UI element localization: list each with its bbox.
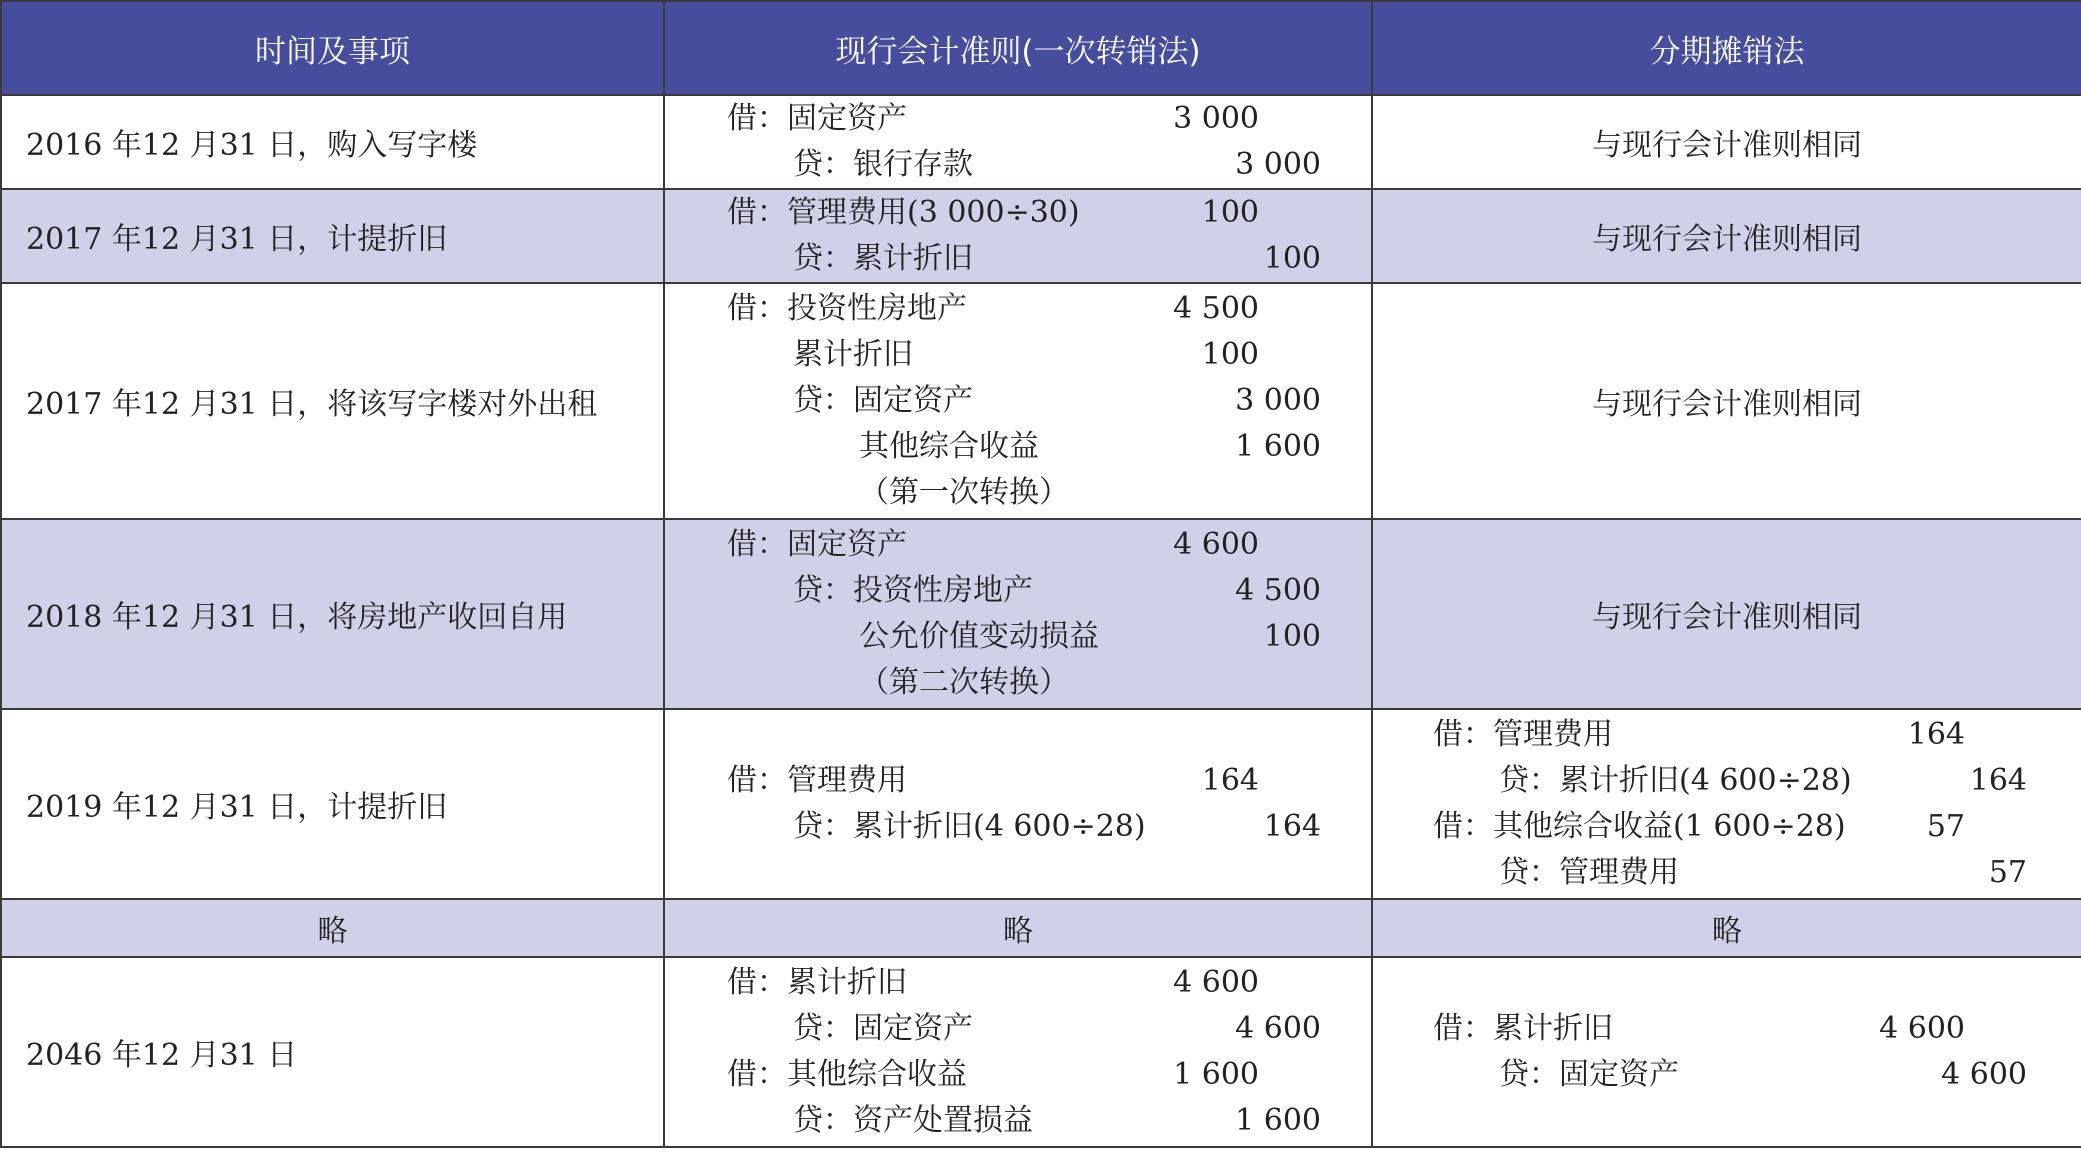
journal-line [1373,758,2081,804]
account-label: 贷：累计折旧(4 600÷28) [793,809,1146,844]
table-row [1,899,2081,957]
account-label: 借：累计折旧 [727,965,907,1000]
journal-line [1373,1052,2081,1098]
journal-line [665,614,1371,660]
amount: 164 [1263,809,1321,844]
account-label: 其他综合收益 [859,429,1039,464]
amount: 3 000 [1173,101,1259,136]
amount: 57 [1988,855,2027,890]
journal-entries [665,190,1371,282]
amount: 164 [1969,763,2027,798]
account-label: 借：管理费用(3 000÷30) [727,195,1080,230]
conversion-note: （第一次转换） [859,475,1069,510]
account-label: 借：固定资产 [727,527,907,562]
journal-line [665,568,1371,614]
header-time-events: 时间及事项 [1,1,664,95]
account-label: 贷：累计折旧(4 600÷28) [1499,763,1852,798]
entries-cell-current [664,95,1372,189]
account-label: 贷：管理费用 [1499,855,1679,890]
journal-line [1373,1006,2081,1052]
amount: 4 600 [1879,1011,1965,1046]
journal-line [665,378,1371,424]
account-label: 借：投资性房地产 [727,291,967,326]
table-row [1,709,2081,899]
journal-line [1373,804,2081,850]
journal-entries [665,522,1371,706]
account-label: 贷：累计折旧 [793,241,973,276]
event-cell: 2046 年12 月31 日 [1,957,664,1147]
journal-line [665,236,1371,282]
entries-cell-amortization [1372,709,2081,899]
journal-line [665,1052,1371,1098]
amount: 164 [1907,717,1965,752]
amount: 4 600 [1941,1057,2027,1092]
account-label: 借：其他综合收益 [727,1057,967,1092]
journal-line [665,758,1371,804]
entries-cell-current [664,709,1372,899]
journal-entries [1373,712,2081,896]
journal-line [665,804,1371,850]
amount: 1 600 [1235,1103,1321,1138]
account-label: 贷：投资性房地产 [793,573,1033,608]
amount: 1 600 [1173,1057,1259,1092]
amount: 100 [1201,195,1259,230]
amount: 100 [1263,619,1321,654]
journal-line [1373,712,2081,758]
event-cell: 2016 年12 月31 日，购入写字楼 [1,95,664,189]
amount: 57 [1926,809,1965,844]
journal-entries [665,758,1371,850]
amount: 1 600 [1235,429,1321,464]
journal-entries [1373,1006,2081,1098]
table-row [1,957,2081,1147]
account-label: 借：其他综合收益(1 600÷28) [1433,809,1846,844]
account-label: 借：累计折旧 [1433,1011,1613,1046]
amount: 100 [1201,337,1259,372]
amount: 4 600 [1173,965,1259,1000]
journal-line [665,1006,1371,1052]
journal-line [665,286,1371,332]
header-amortization-method: 分期摊销法 [1372,1,2081,95]
table-row [1,189,2081,283]
account-label: 公允价值变动损益 [859,619,1099,654]
journal-line [665,960,1371,1006]
amount: 4 600 [1173,527,1259,562]
table-row [1,283,2081,519]
same-as-current-text: 与现行会计准则相同 [1372,95,2081,189]
event-cell: 2017 年12 月31 日，计提折旧 [1,189,664,283]
omitted-text: 略 [1,899,664,957]
entries-cell-current [664,283,1372,519]
entries-cell-current [664,189,1372,283]
table-row [1,519,2081,709]
event-cell: 2018 年12 月31 日，将房地产收回自用 [1,519,664,709]
entries-cell-current [664,519,1372,709]
omitted-text: 略 [1372,899,2081,957]
amount: 3 000 [1235,383,1321,418]
same-as-current-text: 与现行会计准则相同 [1372,189,2081,283]
omitted-text: 略 [664,899,1372,957]
amount: 164 [1201,763,1259,798]
amount: 4 500 [1173,291,1259,326]
journal-line [665,96,1371,142]
event-cell: 2017 年12 月31 日，将该写字楼对外出租 [1,283,664,519]
entries-cell-current [664,957,1372,1147]
same-as-current-text: 与现行会计准则相同 [1372,283,2081,519]
journal-line [665,142,1371,188]
journal-line [665,332,1371,378]
amount: 100 [1263,241,1321,276]
account-label: 借：管理费用 [1433,717,1613,752]
same-as-current-text: 与现行会计准则相同 [1372,519,2081,709]
journal-line [665,424,1371,470]
amount: 3 000 [1235,147,1321,182]
amount: 4 500 [1235,573,1321,608]
event-cell: 2019 年12 月31 日，计提折旧 [1,709,664,899]
journal-entries [665,960,1371,1144]
entries-cell-amortization [1372,957,2081,1147]
journal-line [665,1098,1371,1144]
journal-line [665,660,1371,706]
journal-entries [665,286,1371,516]
account-label: 贷：固定资产 [793,383,973,418]
account-label: 累计折旧 [793,337,913,372]
journal-line [665,190,1371,236]
account-label: 贷：银行存款 [793,147,973,182]
journal-entries [665,96,1371,188]
journal-line [1373,850,2081,896]
table-row [1,95,2081,189]
amount: 4 600 [1235,1011,1321,1046]
journal-line [665,522,1371,568]
header-row [1,1,2081,95]
account-label: 借：管理费用 [727,763,907,798]
conversion-note: （第二次转换） [859,665,1069,700]
account-label: 贷：资产处置损益 [793,1103,1033,1138]
journal-line [665,470,1371,516]
account-label: 贷：固定资产 [1499,1057,1679,1092]
account-label: 借：固定资产 [727,101,907,136]
header-current-standard: 现行会计准则(一次转销法) [664,1,1372,95]
account-label: 贷：固定资产 [793,1011,973,1046]
